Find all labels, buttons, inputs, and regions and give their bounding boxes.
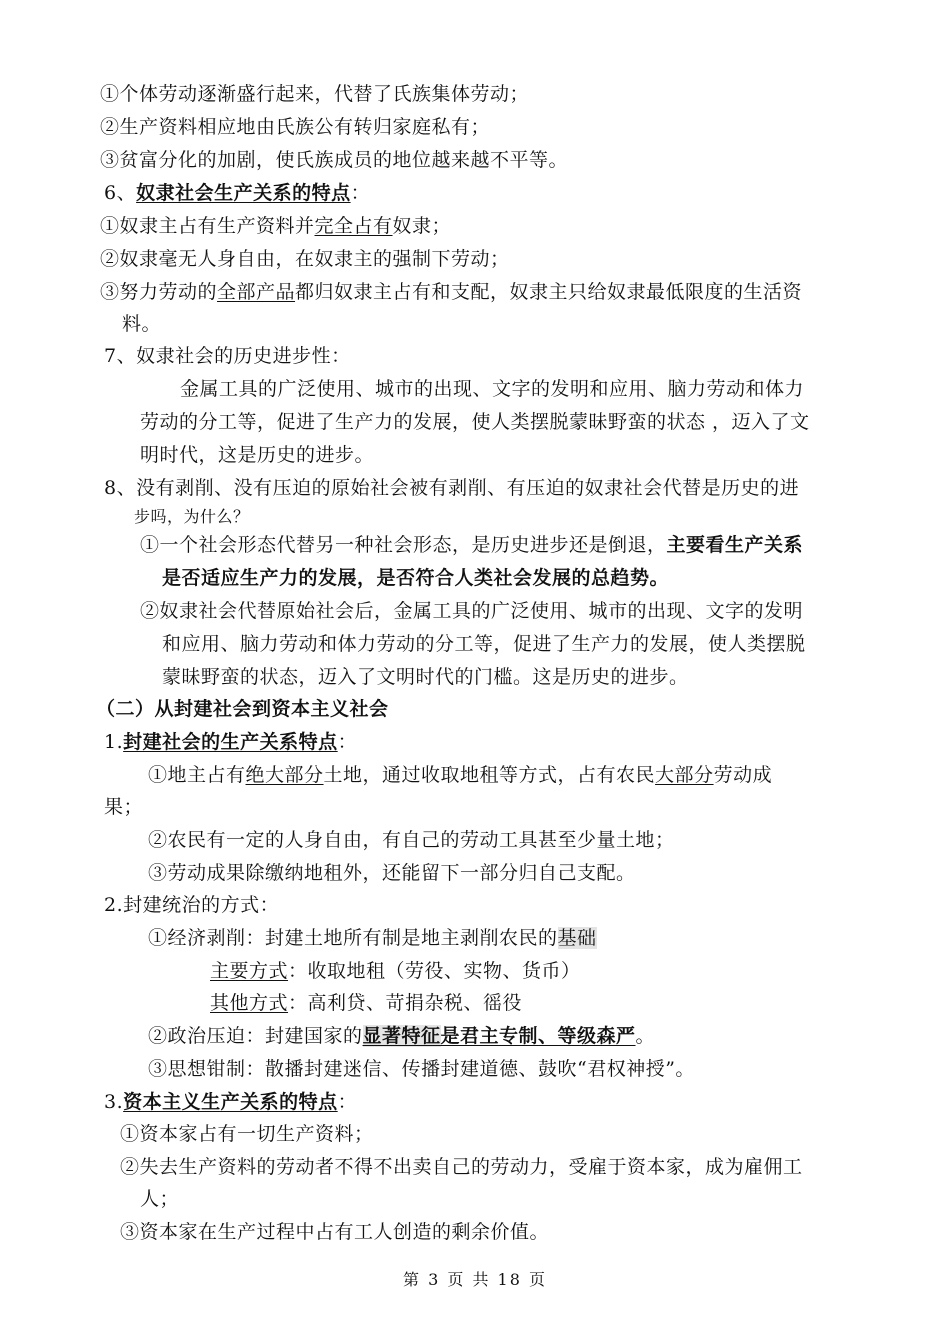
feudal-heading-2: 2.封建统治的方式： [104,894,280,916]
colon: ： [337,1091,358,1113]
text: ：收取地租（劳役、实物、货币） [288,960,581,982]
text-line: ③劳动成果除缴纳地租外，还能留下一部分归自己支配。 [148,862,636,884]
page-number-footer: 第 3 页 共 18 页 [403,1270,547,1289]
bold-text: 是君主专制、等级森严 [440,1025,636,1047]
text-line: 步吗，为什么？ [134,507,250,526]
text-line [100,214,451,238]
underlined-text: 主要方式 [210,960,289,982]
text-line: ①资本家占有一切生产资料； [120,1123,374,1145]
colon: ： [337,731,358,753]
text-line: ②奴隶社会代替原始社会后，金属工具的广泛使用、城市的出现、文字的发明 [140,600,804,622]
text-line: 金属工具的广泛使用、城市的出现、文字的发明和应用、脑力劳动和体力 [180,378,805,400]
text: ②政治压迫：封建国家的 [148,1025,363,1047]
section-title: 奴隶社会生产关系的特点 [136,182,351,204]
text: ①奴隶主占有生产资料并 [100,215,315,237]
section-7-heading: 7、奴隶社会的历史进步性： [104,345,351,367]
text-line: ②农民有一定的人身自由，有自己的劳动工具甚至少量土地； [148,829,675,851]
text-line [148,1024,655,1048]
bold-text: 主要看生产关系 [666,534,804,556]
section-title: 资本主义生产关系的特点 [123,1091,338,1113]
text-line: 劳动的分工等，促进了生产力的发展，使人类摆脱蒙昧野蛮的状态 ，迈入了文 [140,411,810,433]
section-number: 6、 [104,182,137,204]
highlighted-text: 基础 [557,927,597,949]
text: 都归奴隶主占有和支配，奴隶主只给奴隶最低限度的生活资 [295,281,803,303]
section-number: 1. [104,731,124,753]
section-title: 封建社会的生产关系特点 [123,731,338,753]
text-line: 蒙昧野蛮的状态，迈入了文明时代的门槛。这是历史的进步。 [162,666,689,688]
colon: ： [350,182,371,204]
text: ①经济剥削：封建土地所有制是地主剥削农民的 [148,927,558,949]
text-line [210,991,522,1015]
text-line: 和应用、脑力劳动和体力劳动的分工等，促进了生产力的发展，使人类摆脱 [162,633,806,655]
text: 土地，通过收取地租等方式，占有农民 [323,764,656,786]
text-line: 明时代，这是历史的进步。 [140,444,375,466]
text-line [148,763,772,787]
part-2-heading: （二）从封建社会到资本主义社会 [96,698,389,720]
capitalism-heading-3 [104,1090,357,1114]
text: ：高利贷、苛捐杂税、徭役 [288,992,523,1014]
text-line: ③资本家在生产过程中占有工人创造的剩余价值。 [120,1221,550,1243]
text-line: 人； [140,1188,180,1210]
text: 劳动成 [713,764,773,786]
text-line: ②生产资料相应地由氏族公有转归家庭私有； [100,116,491,138]
underlined-text: 其他方式 [210,992,289,1014]
feudal-heading-1 [104,730,357,754]
text-line [100,280,802,304]
section-6-heading [104,181,370,205]
text-line: ②失去生产资料的劳动者不得不出卖自己的劳动力，受雇于资本家，成为雇佣工 [120,1156,803,1178]
underlined-text: 大部分 [655,764,714,786]
text: ①一个社会形态代替另一种社会形态，是历史进步还是倒退， [140,534,667,556]
text-line: ①个体劳动逐渐盛行起来，代替了氏族集体劳动； [100,83,530,105]
section-8-question: 8、没有剥削、没有压迫的原始社会被有剥削、有压迫的奴隶社会代替是历史的进 [104,477,800,499]
text-line: ②奴隶毫无人身自由，在奴隶主的强制下劳动； [100,248,510,270]
text: 。 [635,1025,656,1047]
underlined-text: 绝大部分 [245,764,324,786]
bold-text-line: 是否适应生产力的发展，是否符合人类社会发展的总趋势。 [162,567,670,589]
text: 奴隶； [392,215,452,237]
underlined-text: 全部产品 [217,281,296,303]
text-line [140,533,803,557]
section-number: 3. [104,1091,124,1113]
underlined-text: 完全占有 [314,215,393,237]
text-line: 料。 [122,313,162,335]
text-line: ③思想钳制：散播封建迷信、传播封建道德、鼓吹“君权神授”。 [148,1058,695,1080]
text-line [148,926,597,950]
text-line: 果； [104,796,144,818]
text-line [210,959,581,983]
text: ③努力劳动的 [100,281,218,303]
text-line: ③贫富分化的加剧，使氏族成员的地位越来越不平等。 [100,149,569,171]
text: ①地主占有 [148,764,246,786]
highlighted-text: 显著特征 [362,1025,441,1047]
